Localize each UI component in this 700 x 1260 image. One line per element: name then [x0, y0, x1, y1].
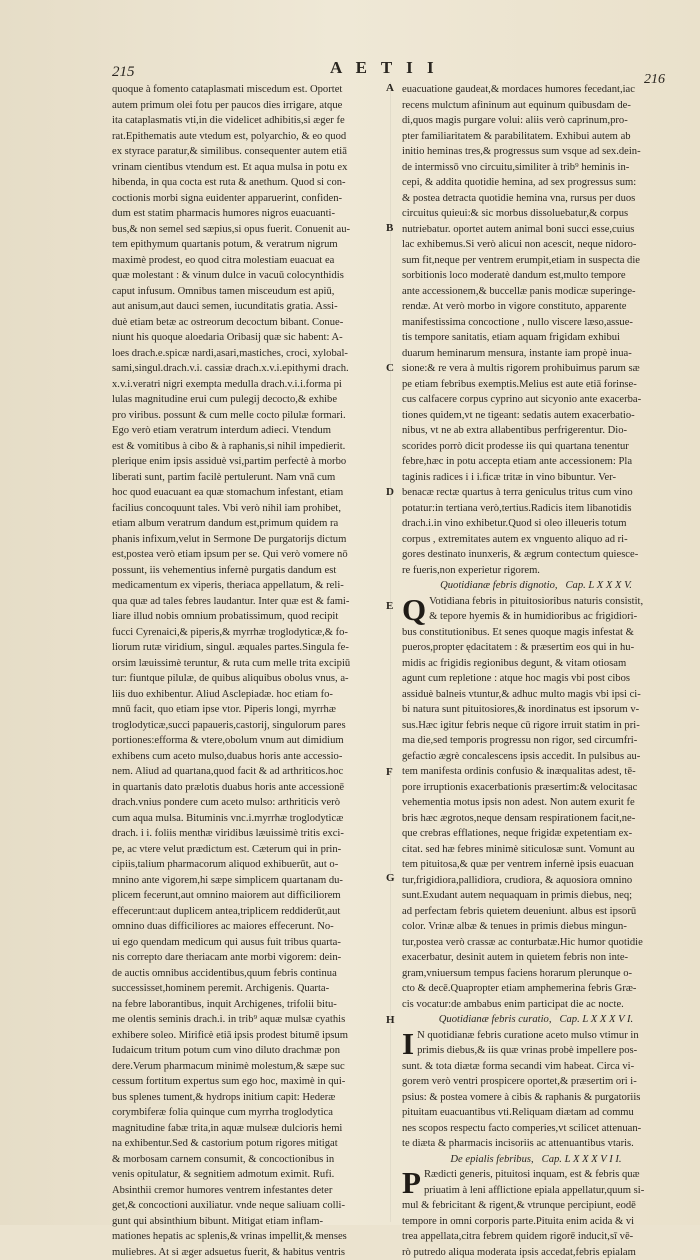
- text-line: exhibere soleo. Mirificè etiā ipsis prodest bitumē ipsum: [112, 1028, 382, 1044]
- text-line: & morbosam carnem consumit, & concoctionibus in: [112, 1152, 382, 1168]
- section-heading: Quotidianæ febris dignotio, Cap. L X X X V.: [402, 578, 670, 594]
- text-line: re fueris,non experietur rigorem.: [402, 563, 670, 579]
- text-line: phanis infixum,velut in Sermone De purgatorijs dictum: [112, 532, 382, 548]
- text-line: liorum rutæ viridium, singul. æquales partes.Singula fe-: [112, 640, 382, 656]
- text-line: loes drach.e.spicæ nardi,asari,mastiches, croci, xylobal-: [112, 346, 382, 362]
- text-line: cis vocatur:de ambabus enim participat die ac nocte.: [402, 997, 670, 1013]
- text-line: sus.Hæc igitur febris neque cū rigore irruit statim in pri-: [402, 718, 670, 734]
- text-line: pituitam euacuantibus vti.Reliquam diætam ad commu: [402, 1105, 670, 1121]
- text-line: bus splenes tument,& hydrops initium capit: Hederæ: [112, 1090, 382, 1106]
- text-line: pueros,propter ędacitatem : & præsertim eos qui in hu-: [402, 640, 670, 656]
- text-line: rat.Epithematis aute vtedum est, polyarchio, & eo quod: [112, 129, 382, 145]
- text-line: in quartanis dato prælotis duabus horis ante accessionē: [112, 780, 382, 796]
- text-line: trea appellata,citra febrem quidem rigorē inducit,sī vē-: [402, 1229, 670, 1245]
- text-line: quæ molestant : & vinum dulce in vacuū colocynthidis: [112, 268, 382, 284]
- text-line: Absinthii cremor humores ventrem infestantes deter: [112, 1183, 382, 1199]
- text-line: Ego verò etiam veratrum interdum adieci. Vtendum: [112, 423, 382, 439]
- text-line: successisset,hominem peremit. Archigenis. Quarta-: [112, 981, 382, 997]
- text-line: sorbitionis loco moderatè dandum est,multo tempore: [402, 268, 670, 284]
- text-line: ita cataplasmatis vti,in die videlicet adhibitis,si æger fe: [112, 113, 382, 129]
- text-line: lac exhibemus.Si verò alicui non acescit, neque nidoro-: [402, 237, 670, 253]
- right-column-continuation: [402, 82, 670, 578]
- text-line: bus constitutionibus. Et senes quoque magis infestat &: [402, 625, 670, 641]
- left-column: [112, 82, 382, 1260]
- text-line: qua quæ ad tales febres laudantur. Inter quæ est & fami-: [112, 594, 382, 610]
- text-line: ma die,sed temporis progressu non rigor, sed circumfri-: [402, 733, 670, 749]
- text-line: tem pituitosa,& quæ per ventrem infernè ipsis euacuan: [402, 857, 670, 873]
- text-line: te diæta & pharmacis incisoriis ac attenuantibus vtaris.: [402, 1136, 670, 1152]
- text-line: vehementia motus ipsis non adest. Non autem exurit fe: [402, 795, 670, 811]
- text-line: me olentis seminis drach.i. in trib⁹ aquæ mulsæ cyathis: [112, 1012, 382, 1028]
- text-line: duarum heminarum mensura, instante iam propè inua-: [402, 346, 670, 362]
- page-header: [0, 58, 700, 82]
- margin-letter: B: [386, 222, 393, 234]
- margin-letter: D: [386, 486, 394, 498]
- page-number-right: 216: [644, 72, 665, 88]
- text-line: hoc quod euacuant ea quæ stomachum infestant, etiam: [112, 485, 382, 501]
- text-line: pe, ac vtere velut prædictum est. Cæterum qui in prin-: [112, 842, 382, 858]
- text-line: euacuatione gaudeat,& mordaces humores fecedant,iac: [402, 82, 670, 98]
- margin-letter: H: [386, 1014, 395, 1026]
- text-line: sunt. & tota diætæ forma secandi vim habeat. Circa vi-: [402, 1059, 670, 1075]
- text-line: circuitus quieui:& sic morbus dissoluebatur,& corpus: [402, 206, 670, 222]
- text-line: Votidiana febris in pituitosioribus naturis consistit,: [429, 594, 670, 610]
- text-line: vrinam cientibus vtendum est. Et aqua mulsa in potu ex: [112, 160, 382, 176]
- text-line: tem epithymum quartanis potum, & veratrum nigrum: [112, 237, 382, 253]
- text-line: mnino ante vigorem,hi sæpe simplicem quartanam du-: [112, 873, 382, 889]
- column-gutter: [390, 82, 391, 1222]
- text-line: bus,& non semel sed sæpius,si opus fuerit. Conuenit au-: [112, 222, 382, 238]
- section-quotidian-cure: [402, 1012, 670, 1152]
- drop-cap: P: [402, 1169, 421, 1197]
- text-line: na exhibentur.Sed & castorium potum rigores mitigat: [112, 1136, 382, 1152]
- text-line: nutriebatur. oportet autem animal boni succi esse,cuius: [402, 222, 670, 238]
- text-line: nem. Aliud ad quartana,quod facit & ad arthriticos.hoc: [112, 764, 382, 780]
- text-line: assiduè balneis vtuntur,& adhuc multo magis vbi ipsi ci-: [402, 687, 670, 703]
- text-line: omnino duas difficiliores ac maiores effecerunt. No-: [112, 919, 382, 935]
- text-line: dere.Verum pharmacum minimè molestum,& sæpe suc: [112, 1059, 382, 1075]
- text-line: ad perfectam febris quietem deueniunt. albus est ipsorū: [402, 904, 670, 920]
- text-line: mul & febricitant & rigent,& vtrunque percipiunt, eodē: [402, 1198, 670, 1214]
- text-line: agunt cum repletione : atque hoc magis vbi post cibos: [402, 671, 670, 687]
- text-line: N quotidianæ febris curatione aceto mulso vtimur in: [417, 1028, 670, 1044]
- text-line: tur,frigidiora,pallidiora, crudiora, & aquosiora omnino: [402, 873, 670, 889]
- text-line: benacæ rectæ quartus à terra geniculus tritus cum vino: [402, 485, 670, 501]
- section-body: [402, 1167, 670, 1260]
- text-line: dum est statim pharmacis humores nigros euacuanti-: [112, 206, 382, 222]
- text-line: tis tempore sanitatis, etiam aquam frigidam exhibui: [402, 330, 670, 346]
- text-line: portiones:efforma & vtere,obolum vnum aut dimidium: [112, 733, 382, 749]
- text-line: pter familiaritatem & parabilitatem. Exhibui autem ab: [402, 129, 670, 145]
- text-line: magnitudine fabæ trita,in aquæ mulseæ dulcioris hemi: [112, 1121, 382, 1137]
- text-line: drach.vnius pondere cum aceto mulso: arthriticis verò: [112, 795, 382, 811]
- text-line: mationes hepatis ac splenis,& vrinas impellit,& menses: [112, 1229, 382, 1245]
- text-line: tur,postea verò crassæ ac conturbatæ.Hic humor quotidie: [402, 935, 670, 951]
- text-line: duè etiam betæ ac ostreorum decoctum bibant. Conue-: [112, 315, 382, 331]
- text-line: drach.i.in vino exhibetur.Quod si oleo illeueris totum: [402, 516, 670, 532]
- margin-letter: E: [386, 600, 393, 612]
- text-line: maximè prodest, eo quod citra molestiam euacuat ea: [112, 253, 382, 269]
- text-line: rendæ. At verò morbo in vigore constituto, apparente: [402, 299, 670, 315]
- text-line: hibenda, in qua cocta est ruta & anethum. Quod si con-: [112, 175, 382, 191]
- text-line: sunt.Exudant autem nequaquam in primis diebus, neq;: [402, 888, 670, 904]
- text-line: na febre laborantibus, inquit Archigenes, trifolii bitu-: [112, 997, 382, 1013]
- text-line: scorides porrò dicit prodesse iis qui quartana tenentur: [402, 439, 670, 455]
- text-line: & tepore hyemis & in humidioribus ac frigidiori-: [429, 609, 670, 625]
- text-line: lulas magnitudine erui cum pulegij decocto,& exhibe: [112, 392, 382, 408]
- text-line: rò putredo aliqua moderata ipsis accedat,febris epialam: [402, 1245, 670, 1260]
- text-line: mnū facit, quo etiam ipse vtor. Piperis longi, myrrhæ: [112, 702, 382, 718]
- text-line: coctionis morbi signa euidenter apparuerint, confiden-: [112, 191, 382, 207]
- text-line: corpus , extremitates autem ex vnguento aliquo ad ri-: [402, 532, 670, 548]
- text-line: est,postea verò etiam ipsum per se. Qui verò vomere nō: [112, 547, 382, 563]
- section-heading: Quotidianæ febris curatio, Cap. L X X X V I.: [402, 1012, 670, 1028]
- text-line: bi natura sunt pituitosiores,& inordinatus est ipsorum v-: [402, 702, 670, 718]
- text-line: sami,singul.drach.v.i. cassiæ drach.x.v.i.epithymi drach.: [112, 361, 382, 377]
- text-line: ante accessionem,& buccellæ panis modicæ superinge-: [402, 284, 670, 300]
- text-line: gores destinato inunxeris, & ægrum contectum quiesce-: [402, 547, 670, 563]
- text-line: nis correpto dare theriacam ante morbi vigorem: dein-: [112, 950, 382, 966]
- text-line: autem primum olei fotu per paucos dies irrigare, atque: [112, 98, 382, 114]
- text-line: tem manifesta ordinis confusio & inæqualitas adest, tē-: [402, 764, 670, 780]
- text-line: cto & decē.Quapropter etiam amphemerina febris Græ-: [402, 981, 670, 997]
- text-line: tur: fiuntque pilulæ, de quibus aliquibus obolus vnus, a-: [112, 671, 382, 687]
- text-line: liare illud nobis omnium probatissimum, quod recipit: [112, 609, 382, 625]
- section-heading: De epialis febribus, Cap. L X X X V I I.: [402, 1152, 670, 1168]
- text-line: & postea detracta quotidie hemina vna, rursus per duos: [402, 191, 670, 207]
- text-line: facilius concoquunt tales. Vbi verò nihil iam prohibet,: [112, 501, 382, 517]
- text-line: pe etiam febribus exemptis.Melius est aute etiā forinse-: [402, 377, 670, 393]
- text-line: febre,hæc in potu accepta etiam ante accessionem: Pla: [402, 454, 670, 470]
- text-line: primis diebus,& iis quæ vrinas probè impellere pos-: [417, 1043, 670, 1059]
- text-line: caput infusum. Omnibus tamen misceudum est apiū,: [112, 284, 382, 300]
- text-line: plerique enim ipsis assiduè vsi,partim perfectè à morbo: [112, 454, 382, 470]
- text-line: plicem fecerunt,aut omnino maiorem aut difficiliorem: [112, 888, 382, 904]
- text-line: liis duo exhibentur. Aliud Asclepiadæ. hoc etiam fo-: [112, 687, 382, 703]
- text-line: gefactio ægrè concalescens ipsis accedit. In pulsibus au-: [402, 749, 670, 765]
- text-line: Iudaicum tritum potum cum vino diluto drachmæ pon: [112, 1043, 382, 1059]
- margin-letter: F: [386, 766, 393, 778]
- text-line: que crebras efflationes, neque frigidæ expetentiam ex-: [402, 826, 670, 842]
- text-line: tempore in omni corporis parte.Pituita enim acida & vi: [402, 1214, 670, 1230]
- section-quotidian-diagnosis: [402, 578, 670, 1012]
- text-line: psius: & postea vomere à cibis & raphanis & purgatoriis: [402, 1090, 670, 1106]
- text-line: recens mulctum afininum aut equinum quibusdam de-: [402, 98, 670, 114]
- text-line: muliebres. At si æger adsuetus fuerit, & habitus ventris: [112, 1245, 382, 1260]
- text-line: venis opitulatur, & segnitiem admotum eximit. Rufi.: [112, 1167, 382, 1183]
- text-line: aut anisum,aut dauci semen, iucunditatis gratia. Assi-: [112, 299, 382, 315]
- text-line: citat. sed hæ febres minimè siticulosæ sunt. Vomunt au: [402, 842, 670, 858]
- text-line: cessum fortitum expertus sum ego hoc, maximè in qui-: [112, 1074, 382, 1090]
- margin-letter: C: [386, 362, 394, 374]
- text-line: fucci Cyrenaici,& piperis,& myrrhæ troglodyticæ,& fo-: [112, 625, 382, 641]
- text-line: manifestissima concoctione , nullo viscere læso,assue-: [402, 315, 670, 331]
- text-line: niunt his quoque aloedaria Oribasij quæ sic habent: A-: [112, 330, 382, 346]
- text-line: ui ego quendam medicum qui ausus fuit tribus quarta-: [112, 935, 382, 951]
- text-line: corymbiferæ folia quinque cum myrrha troglodytica: [112, 1105, 382, 1121]
- text-line: cepi, & addita quotidie hemina, ad sex progressus sum:: [402, 175, 670, 191]
- section-epial-fevers: [402, 1152, 670, 1260]
- text-line: possunt, iis vehementius infernè purgatis dandum est: [112, 563, 382, 579]
- text-line: cus calfacere corpus cyprino aut sicyonio ante exacerba-: [402, 392, 670, 408]
- text-line: potatur:in tertiana verò,tertius.Radicis item libanotidis: [402, 501, 670, 517]
- text-line: gram,vniuersum tempus faciens horarum plerunque o-: [402, 966, 670, 982]
- text-line: get,& concoctioni auxiliatur. vnde neque saliuam colli-: [112, 1198, 382, 1214]
- text-line: midis ac frigidis regionibus degunt, & vitam otiosam: [402, 656, 670, 672]
- text-line: exacerbatur, desinit autem in quietem febris non inte-: [402, 950, 670, 966]
- text-line: nibus, vt ne ab extra allabentibus perfrigerentur. Dio-: [402, 423, 670, 439]
- text-line: cum aqua mulsa. Bituminis vnc.i.myrrhæ troglodyticæ: [112, 811, 382, 827]
- text-line: est & vomitibus à cibo & à raphanis,si nihil impedierit.: [112, 439, 382, 455]
- text-line: cipiis,talium pharmacorum aliquod exhibuerūt, aut o-: [112, 857, 382, 873]
- text-line: de auctis omnibus accidentibus,quum febris continua: [112, 966, 382, 982]
- text-line: initio heminas tres,& progressus sum vsque ad sex.dein-: [402, 144, 670, 160]
- text-line: priuatim à leni afflictione epiala appellatur,quum si-: [424, 1183, 670, 1199]
- right-column: [402, 82, 670, 1260]
- margin-letter: A: [386, 82, 394, 94]
- text-line: medicamentum ex viperis, theriaca appellatum, & reli-: [112, 578, 382, 594]
- text-line: quoque à fomento cataplasmati miscedum est. Oportet: [112, 82, 382, 98]
- text-line: Rædicti generis, pituitosi inquam, est & febris quæ: [424, 1167, 670, 1183]
- text-line: sione:& re vera à multis rigorem prohibuimus parum sæ: [402, 361, 670, 377]
- text-line: nes scopos respectu facto comperies,vt scilicet attenuan-: [402, 1121, 670, 1137]
- text-line: etiam album veratrum dandum est,primum quidem ra: [112, 516, 382, 532]
- text-line: gunt qui absinthium bibunt. Mitigat etiam inflam-: [112, 1214, 382, 1230]
- text-line: effecerunt:aut duplicem antea,triplicem reddiderūt,aut: [112, 904, 382, 920]
- text-line: drach. i i. foliis menthæ viridibus læuissimè tritis exci-: [112, 826, 382, 842]
- text-line: tiones quidem,vt ne tigeant: sedatis autem exacerbatio-: [402, 408, 670, 424]
- running-title: A E T I I: [330, 58, 439, 78]
- text-line: ex styrace paratur,& similibus. consequenter autem etiā: [112, 144, 382, 160]
- page-number-left: 215: [112, 64, 135, 81]
- text-line: gorem verò ventri prospicere oportet,& præsertim ori i-: [402, 1074, 670, 1090]
- text-line: liberati sunt, partim facilè pertulerunt. Nam vnā cum: [112, 470, 382, 486]
- text-line: troglodyticæ,succi papaueris,castorij, singulorum pares: [112, 718, 382, 734]
- text-line: orsim læuissimè teruntur, & ruta cum melle trita excipiū: [112, 656, 382, 672]
- section-body: [402, 1028, 670, 1152]
- margin-letter: G: [386, 872, 395, 884]
- text-line: pore irruptionis exacerbationis præsertim:& velocitasac: [402, 780, 670, 796]
- text-line: color. Vrinæ albæ & tenues in primis diebus mingun-: [402, 919, 670, 935]
- text-line: di,quos magis purgare volui: aliis verò caprinum,pro-: [402, 113, 670, 129]
- text-line: pro viribus. possunt & cum melle cocto pilulæ formari.: [112, 408, 382, 424]
- text-line: exhibens cum aceto mulso,duabus horis ante accessio-: [112, 749, 382, 765]
- text-line: de intermissō vno circuitu,similiter à trib⁹ heminis in-: [402, 160, 670, 176]
- text-line: sum fit,neque per ventrem erumpit,etiam in suspecta die: [402, 253, 670, 269]
- text-line: taginis radices i i i.ficæ tritæ in vino bibuntur. Ver-: [402, 470, 670, 486]
- text-line: bris hæc ægrotos,neque densam respirationem facit,ne-: [402, 811, 670, 827]
- drop-cap: I: [402, 1030, 414, 1058]
- section-body: [402, 594, 670, 1013]
- text-line: x.v.i.veratri nigri exempta medulla drach.v.i.i.forma pi: [112, 377, 382, 393]
- drop-cap: Q: [402, 596, 426, 624]
